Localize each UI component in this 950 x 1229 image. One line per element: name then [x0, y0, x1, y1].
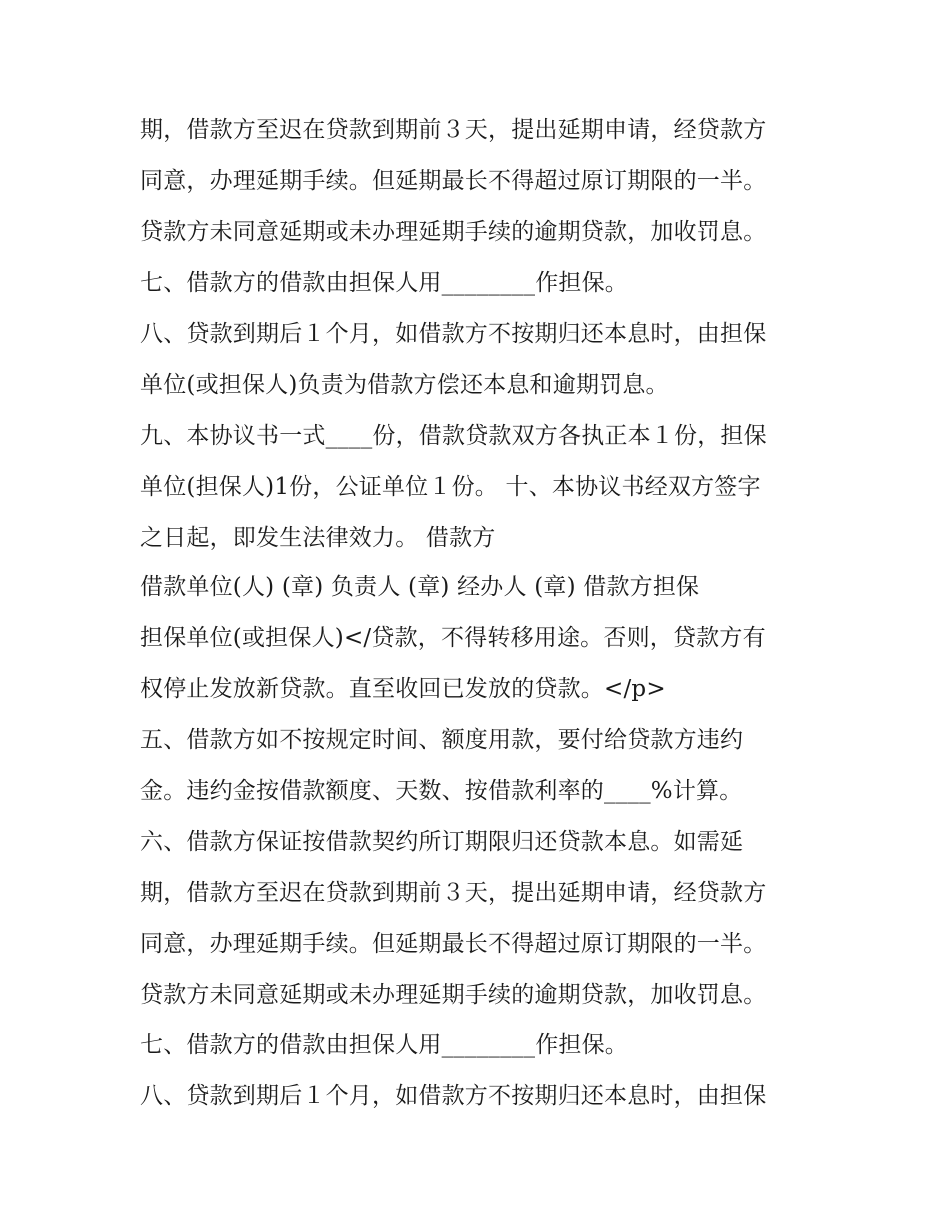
text-line: 九、本协议书一式____份，借款贷款双方各执正本１份，担保 [140, 423, 767, 449]
text-line: 单位(担保人)1份，公证单位１份。 十、本协议书经双方签字 [140, 474, 761, 500]
text-line: 贷款方未同意延期或未办理延期手续的逾期贷款，加收罚息。 [140, 982, 767, 1008]
text-line: 七、借款方的借款由担保人用________作担保。 [140, 1032, 628, 1058]
text-line: 之日起，即发生法律效力。 借款方 [140, 525, 496, 551]
text-line: 期，借款方至迟在贷款到期前３天，提出延期申请，经贷款方 [140, 117, 767, 143]
text-line: 同意，办理延期手续。但延期最长不得超过原订期限的一半。 [140, 168, 767, 194]
text-line: 担保单位(或担保人)</贷款，不得转移用途。否则，贷款方有 [140, 625, 766, 651]
text-line: 借款单位(人) (章) 负责人 (章) 经办人 (章) 借款方担保 [140, 574, 700, 600]
text-line: 贷款方未同意延期或未办理延期手续的逾期贷款，加收罚息。 [140, 219, 767, 245]
text-line: 期，借款方至迟在贷款到期前３天，提出延期申请，经贷款方 [140, 880, 767, 906]
text-line: 八、贷款到期后１个月，如借款方不按期归还本息时，由担保 [140, 1083, 767, 1109]
text-line: 六、借款方保证按借款契约所订期限归还贷款本息。如需延 [140, 829, 744, 855]
text-line: 同意，办理延期手续。但延期最长不得超过原订期限的一半。 [140, 931, 767, 957]
text-line: 单位(或担保人)负责为借款方偿还本息和逾期罚息。 [140, 372, 669, 398]
text-line: 八、贷款到期后１个月，如借款方不按期归还本息时，由担保 [140, 321, 767, 347]
text-line: 权停止发放新贷款。直至收回已发放的贷款。</p> [140, 676, 666, 702]
text-line: 金。违约金按借款额度、天数、按借款利率的____%计算。 [140, 778, 743, 804]
text-line: 五、借款方如不按规定时间、额度用款，要付给贷款方违约 [140, 727, 744, 753]
text-line: 七、借款方的借款由担保人用________作担保。 [140, 270, 628, 296]
